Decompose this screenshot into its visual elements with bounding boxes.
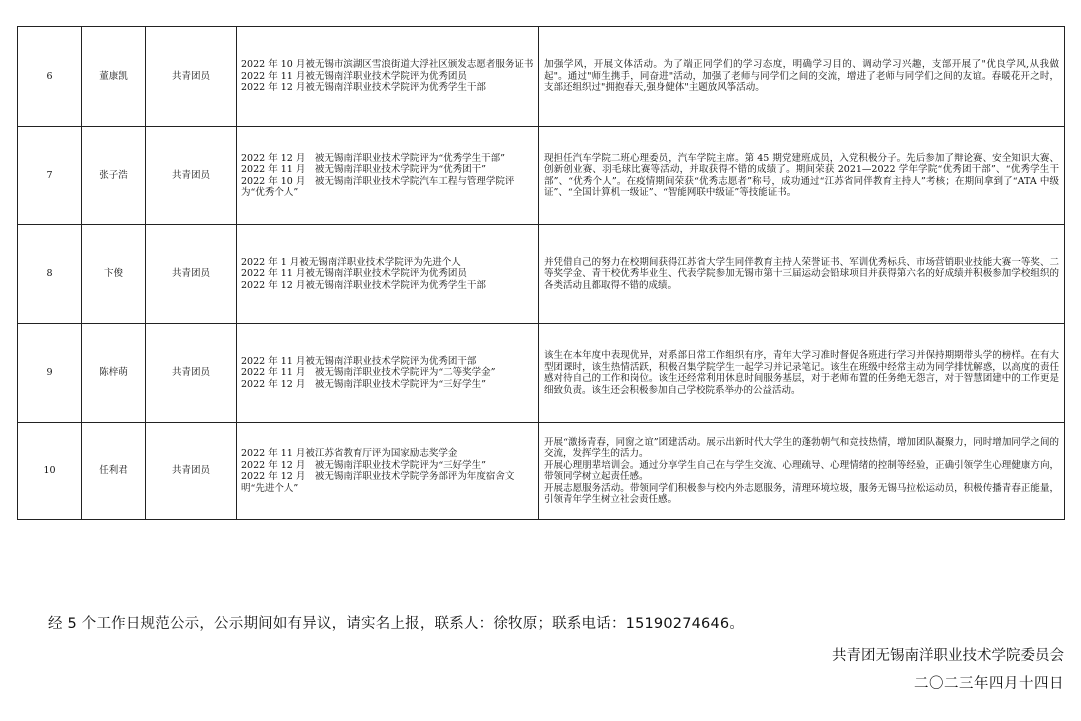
deeds-text: 并凭借自己的努力在校期间获得江苏省大学生同伴教育主持人荣誉证书、军训优秀标兵、市场营销职业技能大赛一等奖、二等奖学金、青干校优秀毕业生、代表学院参加无锡市第十三届运动会铅球项目并获得第六名的好成绩并积极参加学校组织的各类活动且都取得不错的成绩。 [544,256,1059,291]
political-status: 共青团员 [146,225,237,324]
student-name: 陈梓萌 [82,324,146,423]
honor-item: 2022 年 10 月被无锡市滨湖区雪浪街道大浮社区颁发志愿者服务证书 [241,59,534,71]
row-index: 6 [18,27,82,127]
honors-cell [237,225,539,324]
deeds-cell [539,127,1065,225]
table-row [18,127,1065,225]
deeds-text: 开展“激扬青春，同窗之谊”团建活动。展示出新时代大学生的蓬勃朝气和竞技热情，增加团队凝聚力，同时增加同学之间的交流，发挥学生的活力。 开展心理朋辈培训会。通过分享学生自己在与学生交流、心理疏导、心理情绪的控制等经验，正确引领学生心理健康方向，带领同学树立起责任感。 开展志愿服务活动。带领同学们积极参与校内外志愿服务，清理环境垃圾，服务无锡马拉松运动员，积极传播青春正能量，引领青年学生树立社会责任感。 [544,436,1059,505]
honor-item: 2022 年 12 月 被无锡南洋职业技术学院评为“三好学生” [241,378,487,390]
honor-item: 2022 年 11 月 被无锡南洋职业技术学院评为“二等奖学金” [241,367,496,379]
deeds-cell [539,27,1065,127]
deeds-cell [539,423,1065,520]
honor-item: 2022 年 12 月被无锡南洋职业技术学院评为优秀学生干部 [241,279,486,291]
honor-item: 2022 年 12 月 被无锡南洋职业技术学院学务部评为年度宿舍文明“先进个人” [241,471,515,494]
student-name: 董康凯 [82,27,146,127]
deeds-text: 加强学风，开展文体活动。为了端正同学们的学习态度，明确学习目的、调动学习兴趣，支部开展了"优良学风,从我做起"。通过"师生携手，同奋进"活动，加强了老师与同学们之间的交流，增进了老师与同学们之间的友谊。春暖花开之时，支部还组织过"拥抱春天,强身健体"主题放风筝活动。 [544,59,1059,94]
honor-item: 2022 年 11 月被无锡南洋职业技术学院评为优秀团员 [241,70,467,82]
political-status: 共青团员 [146,423,237,520]
table-row [18,225,1065,324]
student-name: 任利君 [82,423,146,520]
deeds-cell [539,225,1065,324]
political-status: 共青团员 [146,324,237,423]
table-row [18,27,1065,127]
deeds-text: 该生在本年度中表现优异，对系部日常工作组织有序，青年大学习准时督促各班进行学习并保持期期带头学的榜样。在有大型团课时，该生热情活跃，积极召集学院学生一起学习并记录笔记。该生在班级中经常主动为同学排忧解惑，以高度的责任感对待自己的工作和岗位。该生还经常利用休息时间服务基层，对于老师布置的任务绝无怨言，对于智慧团建中的工作更是细致负责。该生还会积极参加自己学校院系举办的公益活动。 [544,350,1059,396]
honor-item: 2022 年 11 月被无锡南洋职业技术学院评为优秀团干部 [241,355,477,367]
row-index: 9 [18,324,82,423]
honor-item: 2022 年 10 月 被无锡南洋职业技术学院汽车工程与管理学院评为“优秀个人” [241,175,515,198]
row-index: 10 [18,423,82,520]
table-row [18,423,1065,520]
honors-cell [237,324,539,423]
row-index: 8 [18,225,82,324]
roster-body [18,27,1065,520]
student-name: 张子浩 [82,127,146,225]
deeds-text: 现担任汽车学院二班心理委员，汽车学院主席。第 45 期党建班成员，入党积极分子。先后参加了辩论赛、安全知识大赛、创新创业赛、羽毛球比赛等活动，并取获得不错的成绩了。期间荣获 2021—2022 学年学院“优秀团干部”、“优秀学生干部”、“优秀个人”。在疫情期间荣获“优秀志愿者”称号，成功通过“江苏省同伴教育主持人”考核；在期间拿到了“ATA 中级证”、“全国计算机一级证”、“智能网联中级证”等技能证书。 [544,152,1059,198]
row-index: 7 [18,127,82,225]
honors-cell [237,423,539,520]
honors-cell [237,127,539,225]
honor-item: 2022 年 1 月被无锡南洋职业技术学院评为先进个人 [241,256,461,268]
table-row [18,324,1065,423]
deeds-cell [539,324,1065,423]
political-status: 共青团员 [146,127,237,225]
issue-date: 二〇二三年四月十四日 [914,676,1064,692]
publicity-note: 经 5 个工作日规范公示，公示期间如有异议，请实名上报，联系人：徐牧原；联系电话：15190274646。 [48,616,745,632]
honor-item: 2022 年 11 月被江苏省教育厅评为国家励志奖学金 [241,448,458,459]
honor-item: 2022 年 12 月 被无锡南洋职业技术学院评为“优秀学生干部” [241,152,506,164]
honor-item: 2022 年 12 月 被无锡南洋职业技术学院评为“三好学生” [241,459,487,471]
honors-cell [237,27,539,127]
student-name: 卞俊 [82,225,146,324]
issuing-organization: 共青团无锡南洋职业技术学院委员会 [832,648,1064,664]
honor-item: 2022 年 11 月被无锡南洋职业技术学院评为优秀团员 [241,268,467,280]
honor-item: 2022 年 12 月被无锡南洋职业技术学院评为优秀学生干部 [241,82,486,94]
honor-roster-table [17,26,1065,520]
honor-item: 2022 年 11 月 被无锡南洋职业技术学院评为“优秀团干” [241,164,487,175]
political-status: 共青团员 [146,27,237,127]
